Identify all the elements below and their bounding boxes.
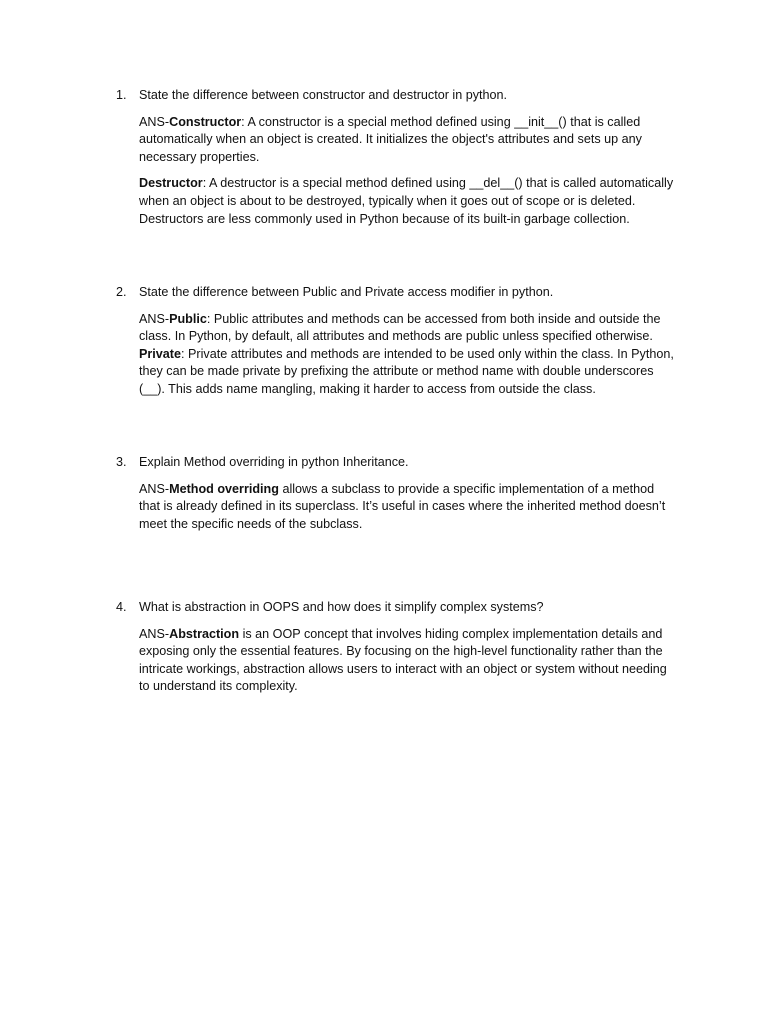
question-text: Explain Method overriding in python Inheritance. xyxy=(139,455,409,469)
answer-term: Private xyxy=(139,346,182,361)
question-number: 4. xyxy=(116,600,127,614)
answer-paragraph xyxy=(139,311,676,399)
answer-text: : A constructor is a special method defined using __init__() that is called automatically when an object is created. It initializes the object's attributes and sets up any necessary properties. xyxy=(139,114,642,164)
question-block-4 xyxy=(116,599,676,696)
answer-text: is an OOP concept that involves hiding complex implementation details and exposing only the essential features. By focusing on the high-level functionality rather than the intricate workings, abstraction allows users to interact with an object or system without needing to understand its complexity. xyxy=(139,626,667,694)
answer-text: allows a subclass to provide a specific implementation of a method that is already defined in its superclass. It’s useful in cases where the inherited method doesn’t meet the specific needs of the subclass. xyxy=(139,481,666,531)
answer-paragraph xyxy=(139,481,676,534)
question-4 xyxy=(116,599,676,617)
question-text: What is abstraction in OOPS and how does it simplify complex systems? xyxy=(139,600,544,614)
answer-text: : Public attributes and methods can be accessed from both inside and outside the class. In Python, by default, all attributes and methods are public unless specified otherwise. xyxy=(139,311,661,344)
question-block-3 xyxy=(116,454,676,533)
answer-prefix: ANS- xyxy=(139,311,170,326)
answer-term: Constructor xyxy=(169,114,242,129)
answer-prefix: ANS- xyxy=(139,114,170,129)
question-block-2 xyxy=(116,284,676,399)
answer-term: Public xyxy=(169,311,207,326)
question-number: 1. xyxy=(116,88,127,102)
answer-term: Destructor xyxy=(139,176,203,191)
question-2 xyxy=(116,284,676,302)
answer-text: : A destructor is a special method defined using __del__() that is called automatically when an object is about to be destroyed, typically when it goes out of scope or is deleted. Destructors are less commonly used in Python because of its built-in garbage collection. xyxy=(139,176,674,226)
question-1 xyxy=(116,87,676,105)
question-3 xyxy=(116,454,676,472)
question-number: 2. xyxy=(116,285,127,299)
answer-term: Abstraction xyxy=(169,626,240,641)
question-text: State the difference between Public and Private access modifier in python. xyxy=(139,285,554,299)
answer-text: : Private attributes and methods are intended to be used only within the class. In Python, they can be made private by prefixing the attribute or method name with double underscores (__). This adds name mangling, making it harder to access from outside the class. xyxy=(139,346,674,396)
answer-paragraph xyxy=(139,626,676,696)
question-block-1 xyxy=(116,87,676,228)
question-text: State the difference between constructor and destructor in python. xyxy=(139,88,508,102)
answer-paragraph xyxy=(139,175,676,228)
answer-paragraph xyxy=(139,114,676,167)
answer-prefix: ANS- xyxy=(139,481,170,496)
answer-prefix: ANS- xyxy=(139,626,170,641)
question-number: 3. xyxy=(116,455,127,469)
answer-term: Method overriding xyxy=(169,481,279,496)
